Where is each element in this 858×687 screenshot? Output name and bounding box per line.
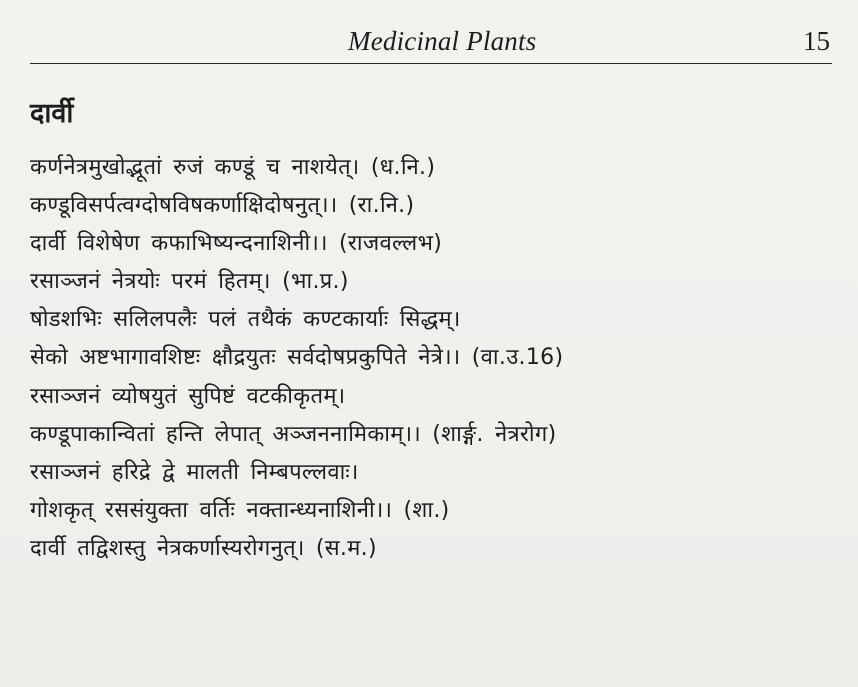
verse-line: रसाञ्जनं हरिद्रे द्वे मालती निम्बपल्लवाः। bbox=[30, 459, 359, 485]
verse-line: गोशकृत् रससंयुक्ता वर्तिः नक्तान्ध्यनाशिनी।। (शा.) bbox=[30, 497, 450, 523]
verse-line: रसाञ्जनं नेत्रयोः परमं हितम्। (भा.प्र.) bbox=[30, 269, 349, 295]
verse-line: कण्डूपाकान्वितां हन्ति लेपात् अञ्जननामिकाम्।। (शार्ङ्ग. नेत्ररोग) bbox=[30, 421, 557, 447]
running-header bbox=[30, 22, 830, 62]
verse-line: कर्णनेत्रमुखोद्भूतां रुजं कण्डूं च नाशयेत्। (ध.नि.) bbox=[30, 155, 436, 180]
verse-line: दार्वी तद्विशस्तु नेत्रकर्णास्यरोगनुत्। (स.म.) bbox=[30, 535, 377, 561]
verse-line: सेको अष्टभागावशिष्टः क्षौद्रयुतः सर्वदोषप्रकुपिते नेत्रे।। (वा.उ.16) bbox=[30, 345, 564, 371]
page-number: 15 bbox=[803, 26, 830, 56]
section-heading: दार्वी bbox=[30, 98, 74, 129]
verse-list bbox=[30, 149, 830, 568]
verse-line: दार्वी विशेषेण कफाभिष्यन्दनाशिनी।। (राजवल्लभ) bbox=[30, 231, 443, 257]
verse-line: कण्डूविसर्पत्वग्दोषविषकर्णाक्षिदोषनुत्।। (रा.नि.) bbox=[30, 193, 415, 219]
header-title: Medicinal Plants bbox=[348, 26, 537, 56]
header-rule bbox=[30, 63, 832, 64]
verse-line: रसाञ्जनं व्योषयुतं सुपिष्टं वटकीकृतम्। bbox=[30, 383, 346, 409]
verse-line: षोडशभिः सलिलपलैः पलं तथैकं कण्टकार्याः सिद्धम्। bbox=[30, 307, 461, 333]
